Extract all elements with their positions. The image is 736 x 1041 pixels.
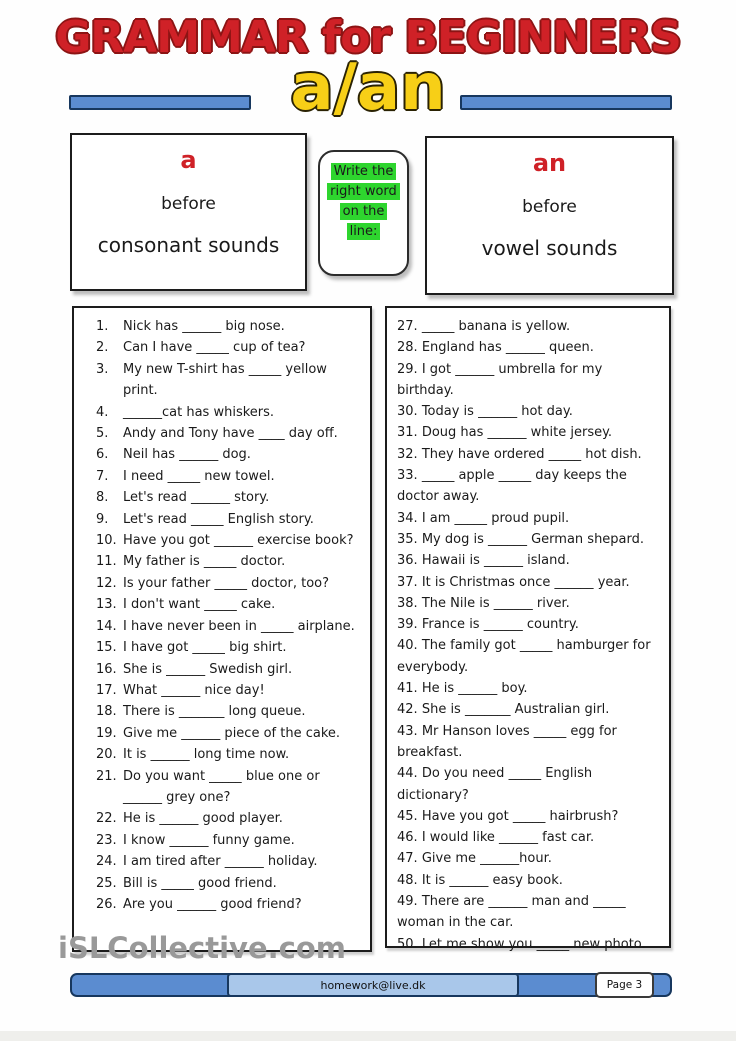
item-sentence: My dog is ______ German shepard.	[421, 531, 645, 547]
item-sentence: There is _______ long queue.	[123, 704, 306, 720]
list-item	[96, 359, 366, 402]
item-number: 10.	[96, 533, 117, 549]
rule-an-before: before	[522, 197, 577, 217]
list-item	[96, 466, 366, 487]
item-sentence: Have you got _____ hairbrush?	[421, 808, 619, 824]
item-number: 18.	[96, 704, 117, 720]
item-sentence: Do you need _____ English dictionary?	[397, 766, 593, 803]
list-item	[397, 699, 661, 720]
item-sentence: ______cat has whiskers.	[123, 404, 275, 420]
item-sentence: I am _____ proud pupil.	[421, 510, 570, 526]
list-item	[397, 635, 661, 678]
item-sentence: Mr Hanson loves _____ egg for breakfast.	[397, 723, 617, 760]
item-sentence: Doug has ______ white jersey.	[421, 425, 613, 441]
item-sentence: I am tired after ______ holiday.	[123, 854, 318, 870]
item-number: 19.	[96, 725, 117, 741]
list-item	[397, 806, 661, 827]
item-sentence: I have got _____ big shirt.	[123, 640, 287, 656]
list-item	[397, 422, 661, 443]
item-number: 16.	[96, 661, 117, 677]
rule-an-heading: an	[532, 149, 567, 177]
item-number: 39.	[397, 617, 418, 633]
item-sentence: It is Christmas once ______ year.	[421, 574, 630, 590]
item-sentence: I would like ______ fast car.	[421, 830, 595, 846]
page-number-tab: Page 3	[595, 972, 654, 998]
list-item	[397, 550, 661, 571]
list-item	[96, 808, 366, 829]
item-sentence: Andy and Tony have ____ day off.	[123, 426, 338, 442]
item-sentence: Can I have _____ cup of tea?	[123, 340, 306, 356]
item-sentence: Do you want _____ blue one or ______ grey one?	[123, 768, 320, 805]
list-item	[96, 766, 366, 809]
rule-a-box	[70, 133, 307, 291]
item-number: 50.	[397, 936, 418, 952]
list-item	[96, 723, 366, 744]
item-number: 11.	[96, 554, 117, 570]
watermark: iSLCollective.com	[58, 931, 346, 965]
footer-bar	[70, 973, 672, 997]
item-number: 23.	[96, 832, 117, 848]
item-number: 3.	[96, 361, 109, 377]
item-sentence: _____ banana is yellow.	[421, 319, 571, 334]
item-sentence: Hawaii is ______ island.	[421, 553, 570, 569]
list-item	[96, 444, 366, 465]
item-number: 38.	[397, 595, 418, 611]
item-number: 5.	[96, 426, 109, 442]
item-number: 31.	[397, 425, 418, 441]
list-item	[397, 891, 661, 934]
item-sentence: He is ______ good player.	[123, 811, 283, 827]
exercise-list-left	[74, 308, 370, 915]
item-sentence: There are ______ man and _____ woman in the car.	[397, 894, 626, 931]
item-number: 40.	[397, 638, 418, 654]
list-item	[96, 337, 366, 358]
item-number: 34.	[397, 510, 418, 526]
item-sentence: Are you ______ good friend?	[123, 896, 302, 912]
footer-email: homework@live.dk	[227, 973, 519, 997]
list-item	[96, 851, 366, 872]
list-item	[397, 316, 661, 337]
instruction-line: on the	[340, 203, 388, 220]
list-item	[397, 508, 661, 529]
list-item	[397, 572, 661, 593]
item-number: 9.	[96, 511, 109, 527]
list-item	[397, 721, 661, 764]
item-sentence: Bill is _____ good friend.	[123, 875, 277, 891]
item-number: 15.	[96, 640, 117, 656]
item-number: 45.	[397, 808, 418, 824]
item-sentence: I have never been in _____ airplane.	[123, 618, 355, 634]
list-item	[96, 680, 366, 701]
list-item	[397, 593, 661, 614]
page-edge-strip	[0, 1031, 736, 1041]
rule-a-sounds: consonant sounds	[97, 233, 280, 257]
item-sentence: Is your father _____ doctor, too?	[123, 575, 330, 591]
item-sentence: Let me show you _____ new photo.	[421, 936, 646, 952]
rule-a-before: before	[161, 194, 216, 214]
list-item	[96, 316, 366, 337]
item-number: 13.	[96, 597, 117, 613]
list-item	[96, 509, 366, 530]
item-number: 14.	[96, 618, 117, 634]
item-number: 24.	[96, 854, 117, 870]
rule-a-heading: a	[180, 146, 197, 174]
item-number: 28.	[397, 340, 418, 356]
item-number: 27.	[397, 319, 418, 334]
list-item	[397, 337, 661, 358]
item-sentence: My new T-shirt has _____ yellow print.	[123, 361, 327, 399]
list-item	[397, 934, 661, 955]
list-item	[96, 616, 366, 637]
list-item	[96, 701, 366, 722]
list-item	[96, 637, 366, 658]
item-number: 2.	[96, 340, 109, 356]
item-sentence: I know ______ funny game.	[123, 832, 295, 848]
page-title: GRAMMAR for BEGINNERS	[55, 12, 681, 63]
item-number: 25.	[96, 875, 117, 891]
item-number: 1.	[96, 319, 109, 334]
item-number: 33.	[397, 468, 418, 484]
list-item	[397, 401, 661, 422]
item-number: 21.	[96, 768, 117, 784]
instruction-box	[318, 150, 409, 276]
item-number: 36.	[397, 553, 418, 569]
list-item	[397, 763, 661, 806]
item-sentence: She is ______ Swedish girl.	[123, 661, 293, 677]
item-number: 35.	[397, 531, 418, 547]
list-item	[96, 873, 366, 894]
item-number: 47.	[397, 851, 418, 867]
item-number: 4.	[96, 404, 109, 420]
list-item	[96, 530, 366, 551]
list-item	[397, 529, 661, 550]
item-sentence: Today is ______ hot day.	[421, 404, 573, 420]
item-number: 8.	[96, 490, 109, 506]
item-number: 48.	[397, 872, 418, 888]
item-sentence: What ______ nice day!	[123, 682, 265, 698]
list-item	[96, 487, 366, 508]
item-sentence: I need _____ new towel.	[123, 468, 275, 484]
item-sentence: Neil has ______ dog.	[123, 447, 251, 463]
item-number: 42.	[397, 702, 418, 718]
rule-an-box	[425, 136, 674, 295]
item-number: 6.	[96, 447, 109, 463]
item-number: 22.	[96, 811, 117, 827]
item-number: 30.	[397, 404, 418, 420]
exercise-column-right	[385, 306, 671, 952]
item-number: 43.	[397, 723, 418, 739]
list-item	[397, 678, 661, 699]
instruction-line: right word	[327, 183, 400, 200]
exercise-column-left	[72, 306, 372, 952]
item-sentence: Let's read ______ story.	[123, 490, 270, 506]
item-sentence: The family got _____ hamburger for everybody.	[397, 638, 651, 675]
exercise-list-right	[387, 308, 669, 955]
item-sentence: France is ______ country.	[421, 617, 579, 633]
item-number: 49.	[397, 894, 418, 910]
list-item	[397, 614, 661, 635]
list-item	[397, 848, 661, 869]
item-sentence: The Nile is ______ river.	[421, 595, 570, 611]
list-item	[397, 827, 661, 848]
item-sentence: _____ apple _____ day keeps the doctor away.	[397, 468, 627, 505]
item-sentence: It is ______ easy book.	[421, 872, 563, 888]
item-number: 37.	[397, 574, 418, 590]
page-subtitle: a/an	[290, 51, 446, 125]
item-sentence: She is _______ Australian girl.	[421, 702, 610, 718]
item-sentence: Give me ______ piece of the cake.	[123, 725, 341, 741]
list-item	[96, 659, 366, 680]
instruction-line: Write the	[331, 163, 397, 180]
item-sentence: It is ______ long time now.	[123, 747, 290, 763]
list-item	[397, 465, 661, 508]
list-item	[96, 594, 366, 615]
item-sentence: I got ______ umbrella for my birthday.	[397, 361, 603, 398]
item-sentence: Nick has ______ big nose.	[123, 319, 285, 334]
list-item	[96, 402, 366, 423]
rule-an-sounds: vowel sounds	[481, 236, 618, 260]
item-sentence: They have ordered _____ hot dish.	[421, 446, 642, 462]
list-item	[96, 830, 366, 851]
item-sentence: My father is _____ doctor.	[123, 554, 286, 570]
list-item	[96, 573, 366, 594]
item-number: 41.	[397, 681, 418, 697]
item-sentence: Give me ______hour.	[421, 851, 552, 867]
item-sentence: Have you got ______ exercise book?	[123, 533, 354, 549]
item-number: 17.	[96, 682, 117, 698]
item-number: 44.	[397, 766, 418, 782]
item-number: 29.	[397, 361, 418, 377]
instruction-line: line:	[347, 223, 381, 240]
list-item	[397, 870, 661, 891]
item-number: 26.	[96, 896, 117, 912]
item-number: 7.	[96, 468, 109, 484]
list-item	[397, 444, 661, 465]
list-item	[397, 359, 661, 402]
item-number: 12.	[96, 575, 117, 591]
item-sentence: He is ______ boy.	[421, 681, 528, 697]
list-item	[96, 894, 366, 915]
item-sentence: I don't want _____ cake.	[123, 597, 276, 613]
item-sentence: England has ______ queen.	[421, 340, 594, 356]
item-number: 20.	[96, 747, 117, 763]
item-number: 46.	[397, 830, 418, 846]
list-item	[96, 423, 366, 444]
list-item	[96, 551, 366, 572]
list-item	[96, 744, 366, 765]
item-sentence: Let's read _____ English story.	[123, 511, 314, 527]
item-number: 32.	[397, 446, 418, 462]
